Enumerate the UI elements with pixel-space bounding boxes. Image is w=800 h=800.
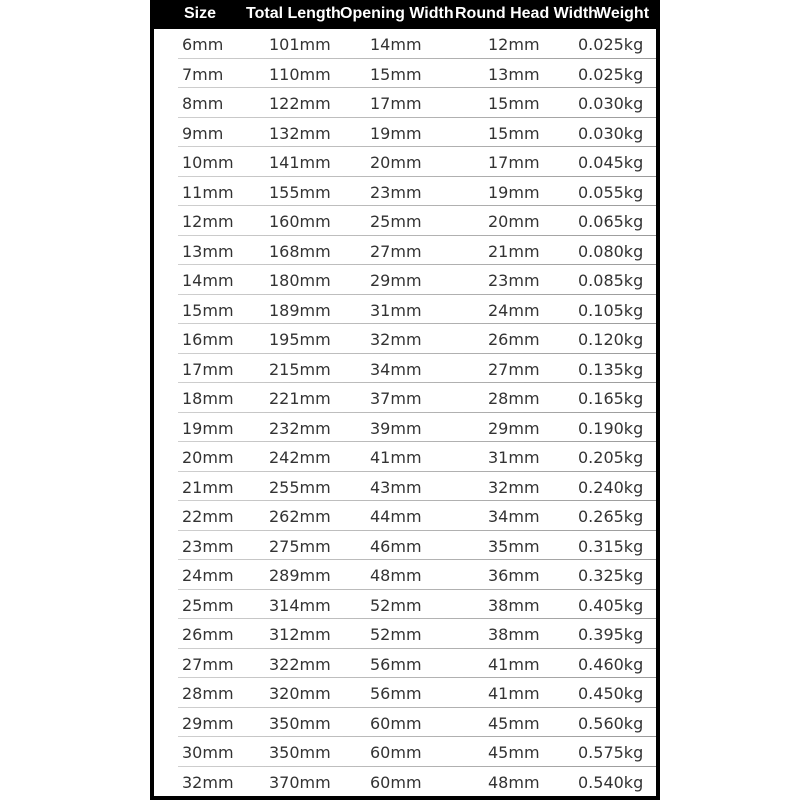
- cell-round-head-width: 19mm: [488, 182, 540, 202]
- cell-total-length: 275mm: [269, 536, 331, 556]
- cell-total-length: 132mm: [269, 123, 331, 143]
- cell-round-head-width: 41mm: [488, 684, 540, 703]
- cell-total-length: 314mm: [269, 595, 331, 615]
- table-row: [154, 590, 656, 620]
- cell-size: 16mm: [182, 330, 234, 349]
- cell-weight: 0.540kg: [578, 772, 644, 792]
- cell-opening-width: 60mm: [370, 772, 422, 792]
- table-row: [154, 649, 656, 679]
- cell-total-length: 289mm: [269, 566, 331, 585]
- cell-opening-width: 44mm: [370, 507, 422, 526]
- table-row: [154, 383, 656, 413]
- cell-weight: 0.575kg: [578, 743, 644, 762]
- cell-total-length: 221mm: [269, 389, 331, 408]
- table-row: [154, 29, 656, 59]
- cell-round-head-width: 15mm: [488, 94, 540, 113]
- cell-weight: 0.395kg: [578, 625, 644, 644]
- cell-opening-width: 20mm: [370, 153, 422, 172]
- cell-opening-width: 56mm: [370, 654, 422, 674]
- cell-round-head-width: 15mm: [488, 123, 540, 143]
- cell-size: 29mm: [182, 713, 234, 733]
- cell-round-head-width: 24mm: [488, 300, 540, 320]
- cell-round-head-width: 27mm: [488, 359, 540, 379]
- table-body: [154, 29, 656, 796]
- cell-weight: 0.120kg: [578, 330, 644, 349]
- header-weight: Weight: [596, 5, 650, 22]
- cell-size: 30mm: [182, 743, 234, 762]
- cell-total-length: 322mm: [269, 654, 331, 674]
- cell-size: 32mm: [182, 772, 234, 792]
- cell-round-head-width: 31mm: [488, 448, 540, 467]
- table-row: [154, 442, 656, 472]
- table-row: [154, 708, 656, 738]
- table-header: [154, 0, 656, 29]
- cell-round-head-width: 28mm: [488, 389, 540, 408]
- cell-total-length: 312mm: [269, 625, 331, 644]
- cell-weight: 0.065kg: [578, 212, 644, 231]
- header-opening-width: Opening Width: [340, 5, 454, 22]
- cell-weight: 0.165kg: [578, 389, 644, 408]
- cell-opening-width: 46mm: [370, 536, 422, 556]
- cell-weight: 0.030kg: [578, 94, 644, 113]
- table-row: [154, 354, 656, 384]
- size-table: [154, 0, 656, 796]
- cell-opening-width: 60mm: [370, 713, 422, 733]
- cell-size: 19mm: [182, 418, 234, 438]
- cell-size: 8mm: [182, 94, 224, 113]
- cell-size: 9mm: [182, 123, 224, 143]
- cell-total-length: 242mm: [269, 448, 331, 467]
- table-row: [154, 531, 656, 561]
- cell-size: 27mm: [182, 654, 234, 674]
- cell-round-head-width: 48mm: [488, 772, 540, 792]
- table-row: [154, 560, 656, 590]
- table-row: [154, 737, 656, 767]
- header-total-length: Total Length: [246, 5, 341, 22]
- cell-weight: 0.450kg: [578, 684, 644, 703]
- cell-weight: 0.325kg: [578, 566, 644, 585]
- cell-opening-width: 29mm: [370, 271, 422, 290]
- cell-total-length: 160mm: [269, 212, 331, 231]
- cell-opening-width: 14mm: [370, 35, 422, 54]
- table-row: [154, 472, 656, 502]
- cell-opening-width: 37mm: [370, 389, 422, 408]
- cell-round-head-width: 21mm: [488, 241, 540, 261]
- cell-round-head-width: 35mm: [488, 536, 540, 556]
- cell-size: 24mm: [182, 566, 234, 585]
- cell-total-length: 255mm: [269, 477, 331, 497]
- cell-weight: 0.560kg: [578, 713, 644, 733]
- cell-size: 10mm: [182, 153, 234, 172]
- cell-opening-width: 17mm: [370, 94, 422, 113]
- table-row: [154, 678, 656, 708]
- cell-opening-width: 25mm: [370, 212, 422, 231]
- cell-total-length: 370mm: [269, 772, 331, 792]
- cell-round-head-width: 41mm: [488, 654, 540, 674]
- cell-size: 6mm: [182, 35, 224, 54]
- cell-size: 22mm: [182, 507, 234, 526]
- cell-total-length: 101mm: [269, 35, 331, 54]
- cell-total-length: 350mm: [269, 713, 331, 733]
- cell-round-head-width: 45mm: [488, 743, 540, 762]
- cell-size: 13mm: [182, 241, 234, 261]
- table-row: [154, 767, 656, 797]
- table-row: [154, 88, 656, 118]
- cell-weight: 0.025kg: [578, 64, 644, 84]
- cell-round-head-width: 45mm: [488, 713, 540, 733]
- cell-size: 14mm: [182, 271, 234, 290]
- cell-weight: 0.460kg: [578, 654, 644, 674]
- table-row: [154, 206, 656, 236]
- cell-size: 23mm: [182, 536, 234, 556]
- cell-opening-width: 34mm: [370, 359, 422, 379]
- cell-weight: 0.105kg: [578, 300, 644, 320]
- cell-total-length: 350mm: [269, 743, 331, 762]
- cell-size: 25mm: [182, 595, 234, 615]
- cell-opening-width: 41mm: [370, 448, 422, 467]
- cell-size: 26mm: [182, 625, 234, 644]
- cell-size: 15mm: [182, 300, 234, 320]
- cell-weight: 0.405kg: [578, 595, 644, 615]
- cell-round-head-width: 23mm: [488, 271, 540, 290]
- cell-opening-width: 39mm: [370, 418, 422, 438]
- table-frame: [150, 0, 660, 800]
- table-row: [154, 324, 656, 354]
- table-row: [154, 147, 656, 177]
- cell-size: 18mm: [182, 389, 234, 408]
- cell-round-head-width: 17mm: [488, 153, 540, 172]
- cell-total-length: 122mm: [269, 94, 331, 113]
- cell-weight: 0.265kg: [578, 507, 644, 526]
- table-row: [154, 619, 656, 649]
- cell-weight: 0.055kg: [578, 182, 644, 202]
- cell-opening-width: 31mm: [370, 300, 422, 320]
- cell-round-head-width: 32mm: [488, 477, 540, 497]
- cell-round-head-width: 38mm: [488, 595, 540, 615]
- cell-round-head-width: 13mm: [488, 64, 540, 84]
- cell-size: 12mm: [182, 212, 234, 231]
- table-row: [154, 59, 656, 89]
- cell-total-length: 141mm: [269, 153, 331, 172]
- cell-weight: 0.025kg: [578, 35, 644, 54]
- cell-total-length: 215mm: [269, 359, 331, 379]
- cell-round-head-width: 20mm: [488, 212, 540, 231]
- table-row: [154, 265, 656, 295]
- cell-total-length: 189mm: [269, 300, 331, 320]
- table-row: [154, 236, 656, 266]
- cell-weight: 0.205kg: [578, 448, 644, 467]
- cell-size: 20mm: [182, 448, 234, 467]
- cell-weight: 0.135kg: [578, 359, 644, 379]
- cell-weight: 0.045kg: [578, 153, 644, 172]
- cell-opening-width: 15mm: [370, 64, 422, 84]
- cell-size: 7mm: [182, 64, 224, 84]
- cell-opening-width: 32mm: [370, 330, 422, 349]
- cell-total-length: 155mm: [269, 182, 331, 202]
- cell-round-head-width: 36mm: [488, 566, 540, 585]
- cell-size: 11mm: [182, 182, 234, 202]
- cell-size: 21mm: [182, 477, 234, 497]
- cell-weight: 0.315kg: [578, 536, 644, 556]
- cell-round-head-width: 12mm: [488, 35, 540, 54]
- table-row: [154, 295, 656, 325]
- cell-opening-width: 56mm: [370, 684, 422, 703]
- cell-opening-width: 27mm: [370, 241, 422, 261]
- cell-total-length: 320mm: [269, 684, 331, 703]
- cell-total-length: 110mm: [269, 64, 331, 84]
- cell-opening-width: 43mm: [370, 477, 422, 497]
- cell-total-length: 195mm: [269, 330, 331, 349]
- table-row: [154, 413, 656, 443]
- cell-size: 28mm: [182, 684, 234, 703]
- cell-round-head-width: 26mm: [488, 330, 540, 349]
- table-row: [154, 501, 656, 531]
- header-size: Size: [184, 5, 217, 22]
- cell-size: 17mm: [182, 359, 234, 379]
- cell-weight: 0.190kg: [578, 418, 644, 438]
- table-row: [154, 177, 656, 207]
- cell-opening-width: 19mm: [370, 123, 422, 143]
- header-round-head-width: Round Head Width: [455, 5, 598, 22]
- cell-opening-width: 52mm: [370, 625, 422, 644]
- cell-opening-width: 52mm: [370, 595, 422, 615]
- cell-opening-width: 23mm: [370, 182, 422, 202]
- cell-opening-width: 48mm: [370, 566, 422, 585]
- cell-total-length: 232mm: [269, 418, 331, 438]
- cell-opening-width: 60mm: [370, 743, 422, 762]
- cell-weight: 0.085kg: [578, 271, 644, 290]
- cell-total-length: 262mm: [269, 507, 331, 526]
- cell-total-length: 180mm: [269, 271, 331, 290]
- table-row: [154, 118, 656, 148]
- cell-weight: 0.030kg: [578, 123, 644, 143]
- cell-weight: 0.240kg: [578, 477, 644, 497]
- cell-round-head-width: 38mm: [488, 625, 540, 644]
- cell-round-head-width: 34mm: [488, 507, 540, 526]
- cell-total-length: 168mm: [269, 241, 331, 261]
- cell-round-head-width: 29mm: [488, 418, 540, 438]
- cell-weight: 0.080kg: [578, 241, 644, 261]
